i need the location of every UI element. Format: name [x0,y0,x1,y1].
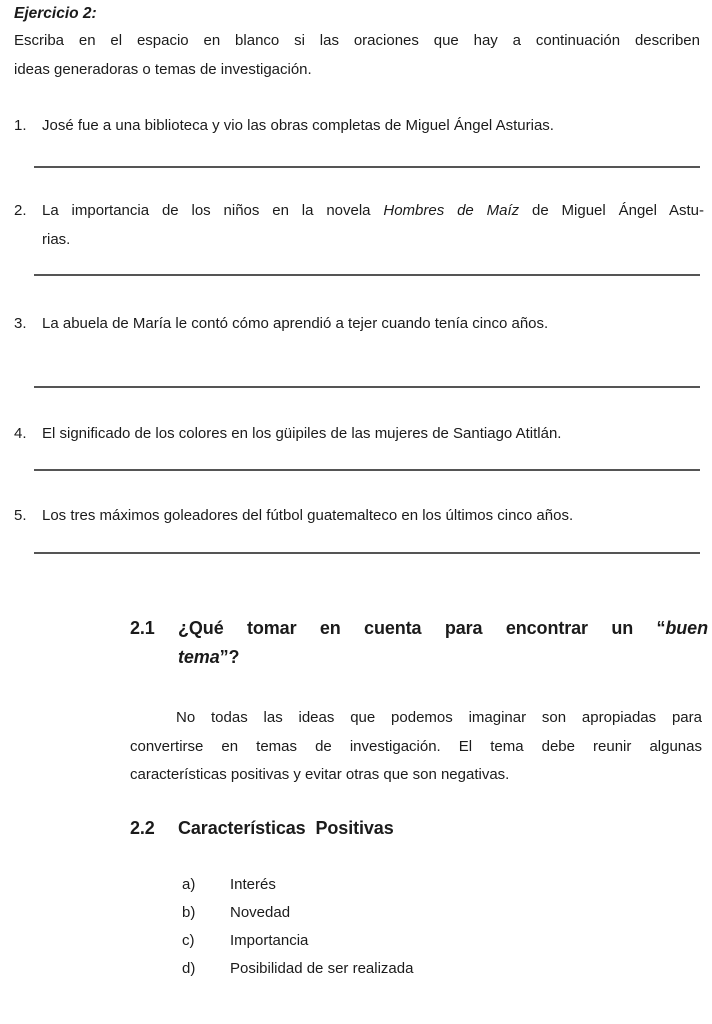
item-number: 5. [14,507,27,524]
list-letter: a) [182,876,196,893]
item-number: 3. [14,315,27,332]
exercise-instructions [14,27,700,84]
item-number: 4. [14,425,27,442]
list-letter: d) [182,960,196,977]
exercise-title: Ejercicio 2: [14,5,97,22]
paragraph-line-1: No todas las ideas que podemos imaginar son apropiadas para [176,709,702,726]
list-row-d [182,955,602,983]
exercise-item-4 [14,420,704,449]
section-title-italic: buen [665,618,708,638]
section-title-italic: tema [178,647,220,667]
section-title-line-2 [178,643,708,672]
item-text-line-2: rias. [42,230,71,248]
list-row-c [182,927,602,955]
item-text: José fue a una biblioteca y vio las obras completas de Miguel Ángel Asturias. [42,117,554,134]
item-text-post: de Miguel Ángel Astu- [519,202,704,219]
exercise-item-3 [14,310,704,339]
instructions-line-2: ideas generadoras o temas de investigación. [14,60,312,78]
answer-blank-line-4 [34,469,700,471]
list-letter: b) [182,904,196,921]
list-row-a [182,871,602,899]
answer-blank-line-5 [34,552,700,554]
item-text-line-1 [42,197,704,226]
section-title: Características Positivas [178,818,394,838]
section-paragraph [130,704,702,790]
item-text: El significado de los colores en los güipiles de las mujeres de Santiago Atitlán. [42,425,562,442]
list-label: Importancia [230,932,309,949]
item-text: La abuela de María le contó cómo aprendió a tejer cuando tenía cinco años. [42,315,549,332]
list-label: Novedad [230,904,291,921]
item-text-pre: La importancia de los niños en la novela [42,202,384,219]
characteristics-list [182,871,602,983]
section-heading-2-1 [130,614,708,672]
item-number: 2. [14,202,27,219]
section-heading-2-2 [130,814,708,843]
paragraph-line-2: convertirse en temas de investigación. El tema debe reunir algunas [130,737,702,755]
list-letter: c) [182,932,195,949]
book-title-italic: Hombres de Maíz [383,202,520,219]
exercise-item-5 [14,502,704,531]
list-label: Posibilidad de ser realizada [230,960,414,977]
answer-blank-line-2 [34,274,700,276]
section-title-post: ”? [219,647,240,667]
list-row-b [182,899,602,927]
item-text [42,197,704,254]
section-title-line-1 [178,614,708,643]
section-title [178,614,708,672]
exercise-item-2 [14,197,704,254]
item-text: Los tres máximos goleadores del fútbol guatemalteco en los últimos cinco años. [42,507,574,524]
exercise-item-1 [14,112,704,141]
answer-blank-line-3 [34,386,700,388]
section-number: 2.1 [130,618,155,638]
instructions-line-1: Escriba en el espacio en blanco si las oraciones que hay a continuación describen [14,32,700,49]
section-number: 2.2 [130,818,155,838]
section-title-pre: ¿Qué tomar en cuenta para encontrar un “ [178,618,666,638]
answer-blank-line-1 [34,166,700,168]
list-label: Interés [230,876,276,893]
item-number: 1. [14,117,27,134]
paragraph-line-3: características positivas y evitar otras que son negativas. [130,766,510,783]
